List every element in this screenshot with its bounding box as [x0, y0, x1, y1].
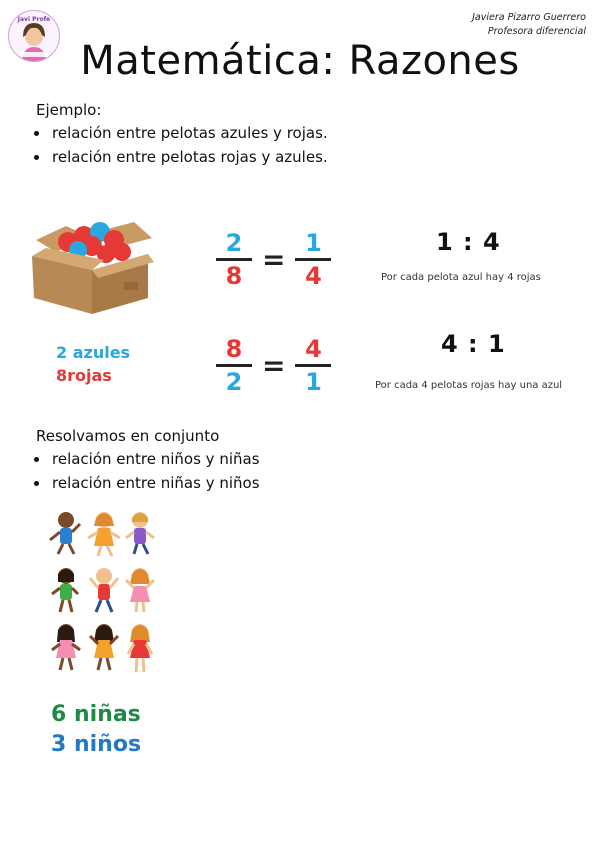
- author-name: Javiera Pizarro Guerrero: [472, 12, 586, 23]
- ratio-4-1: 4 : 1: [441, 330, 506, 358]
- red-ball-count: 8rojas: [56, 366, 112, 385]
- kids-illustration: [44, 508, 164, 687]
- numerator: 1: [305, 229, 322, 257]
- ratio-1-4: 1 : 4: [436, 228, 501, 256]
- together-bullet-2: • relación entre niñas y niños: [50, 471, 260, 495]
- ball-box-illustration: [26, 212, 156, 321]
- blue-ball-count: 2 azules: [56, 343, 131, 362]
- numerator: 8: [225, 335, 243, 363]
- fraction-bar: [295, 258, 331, 261]
- kid-figure: [90, 568, 118, 612]
- fraction-4-1: [293, 336, 333, 395]
- denominator: 2: [225, 367, 243, 396]
- together-label: Resolvamos en conjunto: [36, 427, 220, 445]
- ratio-caption-2: Por cada 4 pelotas rojas hay una azul: [375, 380, 563, 391]
- fraction-bar: [295, 364, 331, 367]
- fraction-8-2: [214, 336, 254, 395]
- fraction-bar: [216, 364, 252, 367]
- fraction-1-4: [293, 230, 333, 289]
- ball-counts: [56, 341, 130, 387]
- denominator: 8: [225, 261, 243, 290]
- boys-count: 3 niños: [51, 732, 142, 757]
- ratio-caption-1: Por cada pelota azul hay 4 rojas: [381, 272, 541, 283]
- numerator: 4: [305, 335, 322, 363]
- page-title: Matemática: Razones: [80, 38, 520, 84]
- equals-sign: =: [262, 242, 286, 276]
- kid-figure: [90, 624, 118, 670]
- kid-figure: [50, 512, 80, 554]
- equals-sign: =: [262, 348, 286, 382]
- author-role: Profesora diferencial: [487, 26, 586, 37]
- kid-figure: [126, 512, 154, 554]
- kid-figure: [88, 512, 120, 556]
- denominator: 1: [305, 367, 322, 396]
- fraction-equation-1: [214, 230, 333, 289]
- example-label: Ejemplo:: [36, 101, 102, 119]
- kid-figure: [52, 568, 78, 612]
- fraction-equation-2: [214, 336, 333, 395]
- kid-figure: [128, 624, 152, 672]
- together-bullet-1: • relación entre niños y niñas: [50, 447, 260, 471]
- fraction-bar: [216, 258, 252, 261]
- kid-figure: [52, 624, 80, 670]
- girls-count: 6 niñas: [51, 702, 141, 727]
- logo-text: Javi Profe: [17, 16, 51, 23]
- example-bullet-1: • relación entre pelotas azules y rojas.: [50, 121, 328, 145]
- example-bullet-2: • relación entre pelotas rojas y azules.: [50, 145, 328, 169]
- denominator: 4: [305, 261, 322, 290]
- fraction-2-8: [214, 230, 254, 289]
- kids-counts: [51, 700, 141, 760]
- author-block: [472, 11, 586, 39]
- numerator: 2: [225, 229, 243, 257]
- kid-figure: [126, 568, 154, 612]
- together-bullets: [0, 447, 260, 495]
- example-bullets: [0, 121, 328, 169]
